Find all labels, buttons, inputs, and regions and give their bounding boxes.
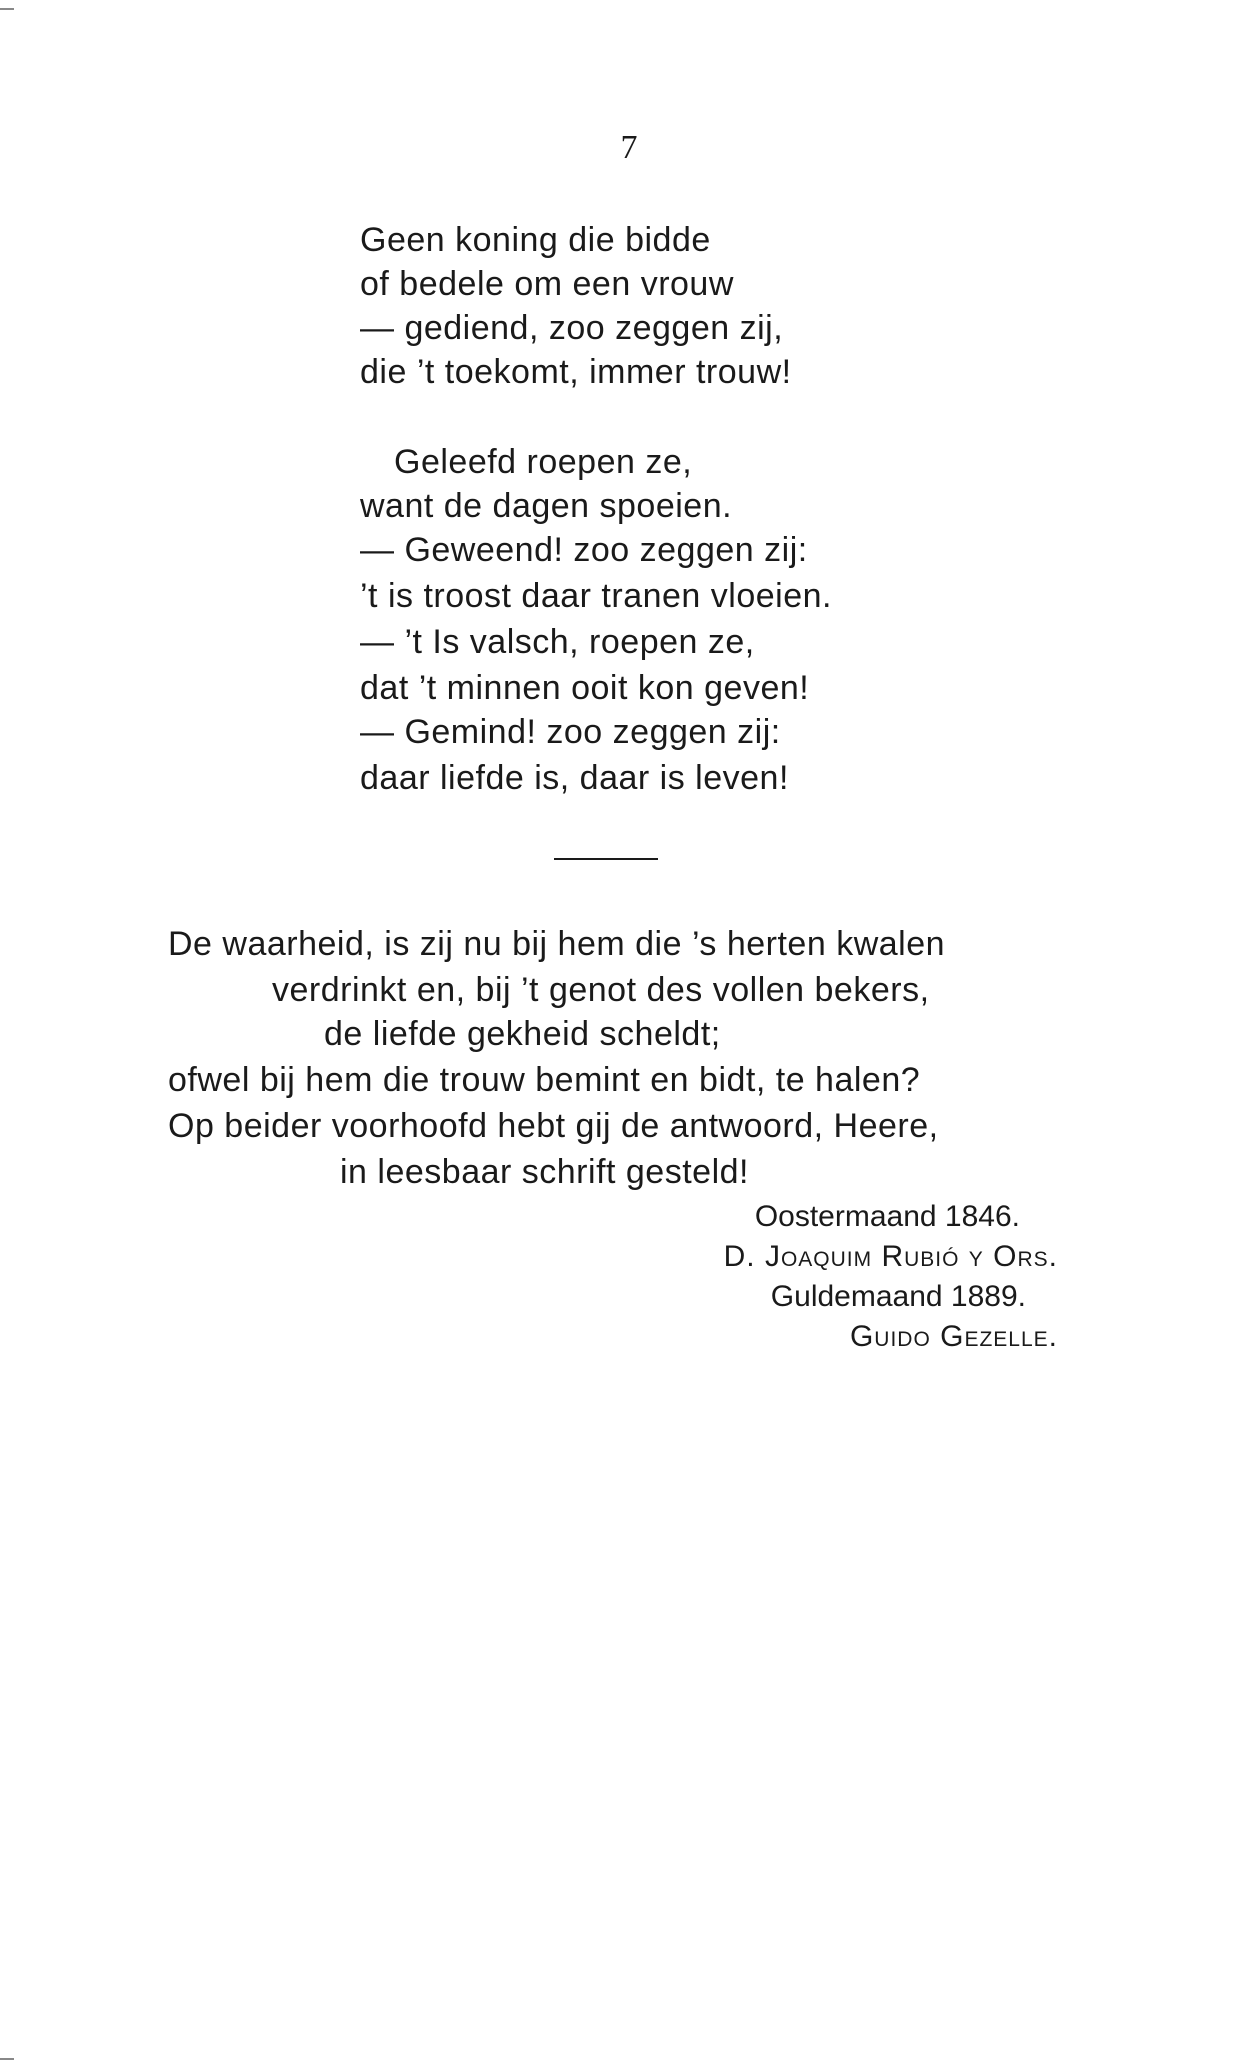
scan-edge-mark-bottom xyxy=(0,2058,14,2060)
scan-edge-mark-top xyxy=(0,8,14,10)
stanza1-line-1: Geen koning die bidde xyxy=(360,221,711,259)
page-number: 7 xyxy=(620,129,638,166)
stanza2-line-5: — ’t Is valsch, roepen ze, xyxy=(360,623,755,661)
stanza1-line-4: die ’t toekomt, immer trouw! xyxy=(360,353,792,391)
author-signature-1: D. Joaquim Rubió y Ors. xyxy=(723,1240,1058,1273)
author-signature-2: Guido Gezelle. xyxy=(849,1320,1058,1353)
closing-line-6: in leesbaar schrift gesteld! xyxy=(340,1153,749,1191)
closing-line-3: de liefde gekheid scheldt; xyxy=(324,1015,721,1053)
stanza1-line-2: of bedele om een vrouw xyxy=(360,265,734,303)
date-signature-1: Oostermaand 1846. xyxy=(754,1200,1020,1233)
stanza2-line-4: ’t is troost daar tranen vloeien. xyxy=(360,577,832,615)
stanza2-line-7: — Gemind! zoo zeggen zij: xyxy=(360,713,781,751)
closing-line-4: ofwel bij hem die trouw bemint en bidt, te halen? xyxy=(168,1061,921,1099)
section-separator xyxy=(554,858,658,860)
stanza2-line-6: dat ’t minnen ooit kon geven! xyxy=(360,669,810,707)
stanza2-line-8: daar liefde is, daar is leven! xyxy=(360,759,789,797)
closing-line-5: Op beider voorhoofd hebt gij de antwoord, Heere, xyxy=(168,1107,939,1145)
closing-line-2: verdrinkt en, bij ’t genot des vollen bekers, xyxy=(272,971,930,1009)
stanza2-line-3: — Geweend! zoo zeggen zij: xyxy=(360,531,808,569)
stanza2-line-1: Geleefd roepen ze, xyxy=(394,443,693,481)
stanza2-line-2: want de dagen spoeien. xyxy=(360,487,733,525)
stanza1-line-3: — gediend, zoo zeggen zij, xyxy=(360,309,784,347)
closing-line-1: De waarheid, is zij nu bij hem die ’s herten kwalen xyxy=(168,925,946,963)
date-signature-2: Guldemaand 1889. xyxy=(770,1280,1026,1313)
